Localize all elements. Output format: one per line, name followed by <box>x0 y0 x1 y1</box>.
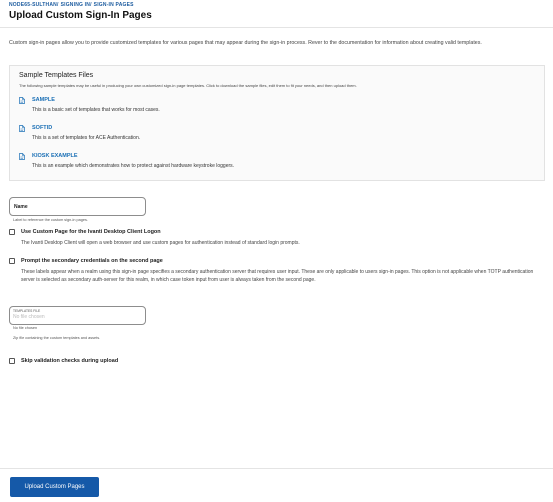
templates-file-label: TEMPLATES FILE <box>13 309 41 313</box>
ivanti-desktop-client-checkbox[interactable] <box>9 229 15 235</box>
template-link-kiosk-example[interactable]: KIOSK EXAMPLE <box>32 153 78 159</box>
ivanti-desktop-client-description: The Ivanti Desktop Client will open a web browser and use custom pages for authentication instead of standard login prompts. <box>21 240 300 246</box>
template-description-kiosk-example: This is an example which demonstrates how to protect against hardware keystroke loggers. <box>32 163 235 169</box>
intro-text: Custom sign-in pages allow you to provide customized templates for various pages that may appear during the sign-in process. Rever to the documentation for information about creating valid templates. <box>9 40 482 46</box>
breadcrumb-item-signing-in[interactable]: SIGNING IN/ <box>60 2 92 8</box>
breadcrumb-item-node[interactable]: NODE65-SULTHAN/ <box>9 2 59 8</box>
title-divider <box>0 27 553 28</box>
sample-templates-title: Sample Templates Files <box>19 72 94 79</box>
download-file-icon <box>19 153 25 160</box>
secondary-credentials-label[interactable]: Prompt the secondary credentials on the second page <box>21 258 163 264</box>
ivanti-desktop-client-label[interactable]: Use Custom Page for the Ivanti Desktop Client Logon <box>21 229 161 235</box>
secondary-credentials-description: These labels appear when a realm using this sign-in page specifies a secondary authentication server that requires user input. These are only applicable to users sign-in pages. This option is not applicable when TOTP authentication server is selected as secondary auth-server for this realm, in which case token input from user is always taken from the second page. <box>21 269 534 283</box>
templates-file-placeholder: No file chosen <box>13 314 45 320</box>
name-field-label: Name <box>14 204 28 210</box>
sample-templates-description: The following sample templates may be useful in producing your own customized sign-in page templates. Click to download the sample files, edit them to fit your needs, and then upload them. <box>19 83 357 88</box>
template-description-sample: This is a basic set of templates that works for most cases. <box>32 107 160 113</box>
download-file-icon <box>19 97 25 104</box>
breadcrumb-item-sign-in-pages[interactable]: SIGN-IN PAGES <box>93 2 134 8</box>
templates-file-status: No file chosen <box>13 326 38 330</box>
templates-file-input[interactable] <box>9 306 146 325</box>
template-link-softid[interactable]: SOFTID <box>32 125 53 131</box>
template-description-softid: This is a set of templates for ACE Authentication. <box>32 135 141 141</box>
template-link-sample[interactable]: SAMPLE <box>32 97 55 103</box>
skip-validation-checkbox[interactable] <box>9 358 15 364</box>
templates-file-hint: Zip file containing the custom templates and assets. <box>13 336 101 340</box>
secondary-credentials-checkbox[interactable] <box>9 258 15 264</box>
name-field-hint: Label to reference the custom sign-in pages. <box>13 218 88 222</box>
download-file-icon <box>19 125 25 132</box>
sample-templates-panel <box>9 65 545 181</box>
page-title: Upload Custom Sign-In Pages <box>9 10 152 21</box>
skip-validation-label[interactable]: Skip validation checks during upload <box>21 358 119 364</box>
upload-custom-pages-button[interactable]: Upload Custom Pages <box>10 477 99 497</box>
breadcrumb <box>9 2 136 8</box>
name-field[interactable] <box>9 197 146 216</box>
footer-divider <box>0 468 553 469</box>
